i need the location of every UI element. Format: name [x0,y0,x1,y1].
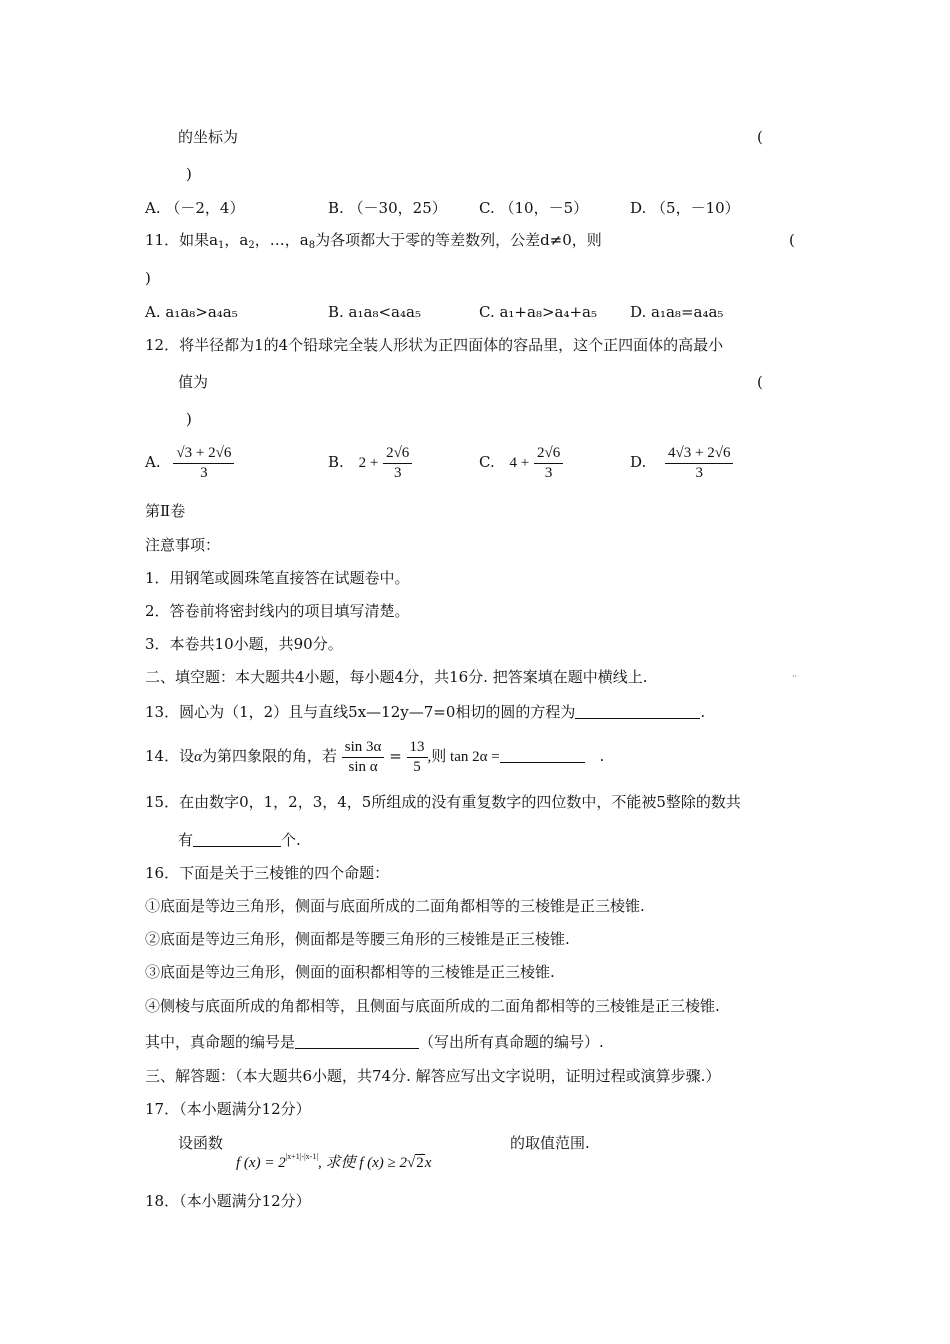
q14-answer-blank[interactable] [500,748,585,763]
q15-stem: 15．在由数字0，1，2，3，4，5所组成的没有重复数字的四位数中，不能被5整除的数共 [145,793,741,811]
q12-paren-open: ( [757,373,763,391]
q16-item-4: ④侧棱与底面所成的角都相等，且侧面与底面所成的二面角都相等的三棱锥是正三棱锥. [145,997,720,1015]
q12-option-d: D. $\frac{4√3 + 2√6}{3}$ [630,444,733,482]
q16-item-2: ②底面是等边三角形，侧面都是等腰三角形的三棱锥是正三棱锥. [145,930,570,948]
q11-paren-open: ( [789,231,795,249]
note-2: 2．答卷前将密封线内的项目填写清楚。 [145,602,410,620]
q11-option-a: A. a₁a₈>a₄a₅ [145,303,238,321]
q14-fraction-sin: $\frac{\sin 3\alpha}{\text{sin α}}$ [342,738,385,776]
q10-paren-open: ( [757,128,763,146]
q14: 14．设α为第四象限的角，若 $\frac{\sin 3\alpha}{\text{sin α}}$ = $\frac{13}{5}$ ,则 tan 2α = . [145,739,605,775]
q10-paren-close: ) [186,165,192,183]
q12-paren-close: ) [186,410,192,428]
q15-continuation: 有 个. [178,831,301,849]
q17-text-b: 的取值范围. [510,1134,590,1152]
q12-option-a-fraction: $\frac{√3 + 2√6}{3}$ [173,444,234,482]
section3-title: 三、解答题：（本大题共6小题，共74分. 解答应写出文字说明，证明过程或演算步骤.） [145,1067,721,1085]
q16-stem: 16．下面是关于三棱锥的四个命题： [145,864,390,882]
q12-option-d-fraction: $\frac{4√3 + 2√6}{3}$ [665,444,733,482]
q12-option-b: B. 2 + $\frac{2√6}{3}$ [328,444,412,482]
q12-stem: 12．将半径都为1的4个铅球完全装人形状为正四面体的容品里，这个正四面体的高最小 [145,336,724,354]
q11-option-c: C. a₁+a₈>a₄+a₅ [479,303,598,321]
q13: 13．圆心为（1，2）且与直线5x—12y—7=0相切的圆的方程为 . [145,703,706,721]
q12-option-c: C. 4 + $\frac{2√6}{3}$ [479,444,563,482]
q17-header: 17．（本小题满分12分） [145,1100,311,1118]
q17-text-a: 设函数 [178,1134,224,1152]
q16-answer: 其中，真命题的编号是 （写出所有真命题的编号）. [145,1033,604,1051]
q12-option-c-fraction: $\frac{2√6}{3}$ [534,444,563,482]
note-1: 1．用钢笔或圆珠笔直接答在试题卷中。 [145,569,410,587]
q11-option-b: B. a₁a₈<a₄a₅ [328,303,421,321]
part2-title: 第Ⅱ卷 [145,502,186,520]
q16-item-1: ①底面是等边三角形，侧面与底面所成的二面角都相等的三棱锥是正三棱锥. [145,897,645,915]
q10-option-c: C. （10，－5） [479,199,589,217]
q14-fraction-value: $\frac{13}{5}$ [407,738,428,776]
section2-title: 二、填空题：本大题共4小题，每小题4分，共16分. 把答案填在题中横线上. [145,668,648,686]
q12-option-b-fraction: $\frac{2√6}{3}$ [383,444,412,482]
section2-marks: ·· [792,672,798,681]
q11-stem: 11．如果$a_1$，$a_2$，…，$a_8$为各项都大于零的等差数列，公差d≠0，则 [145,231,602,251]
q10-continuation: 的坐标为 [178,128,239,146]
q10-option-a: A. （－2，4） [145,199,245,217]
q10-option-d: D. （5，－10） [630,199,740,217]
q13-answer-blank[interactable] [575,704,700,719]
q18-header: 18．（本小题满分12分） [145,1192,311,1210]
q11-paren-close: ) [145,269,151,287]
notes-title: 注意事项： [145,536,221,554]
q15-answer-blank[interactable] [193,832,281,847]
q16-item-3: ③底面是等边三角形，侧面的面积都相等的三棱锥是正三棱锥. [145,963,555,981]
q12-continuation: 值为 [178,373,209,391]
q16-answer-blank[interactable] [295,1034,419,1049]
q10-option-b: B. （－30，25） [328,199,447,217]
note-3: 3．本卷共10小题，共90分。 [145,635,343,653]
q11-option-d: D. a₁a₈=a₄a₅ [630,303,724,321]
q17-formula: f $(x) = 2^{|x+1|-|x-1|}$, 求使 f (x) ≥ 2√2x [236,1152,432,1171]
q12-option-a: A. $\frac{√3 + 2√6}{3}$ [145,444,234,482]
